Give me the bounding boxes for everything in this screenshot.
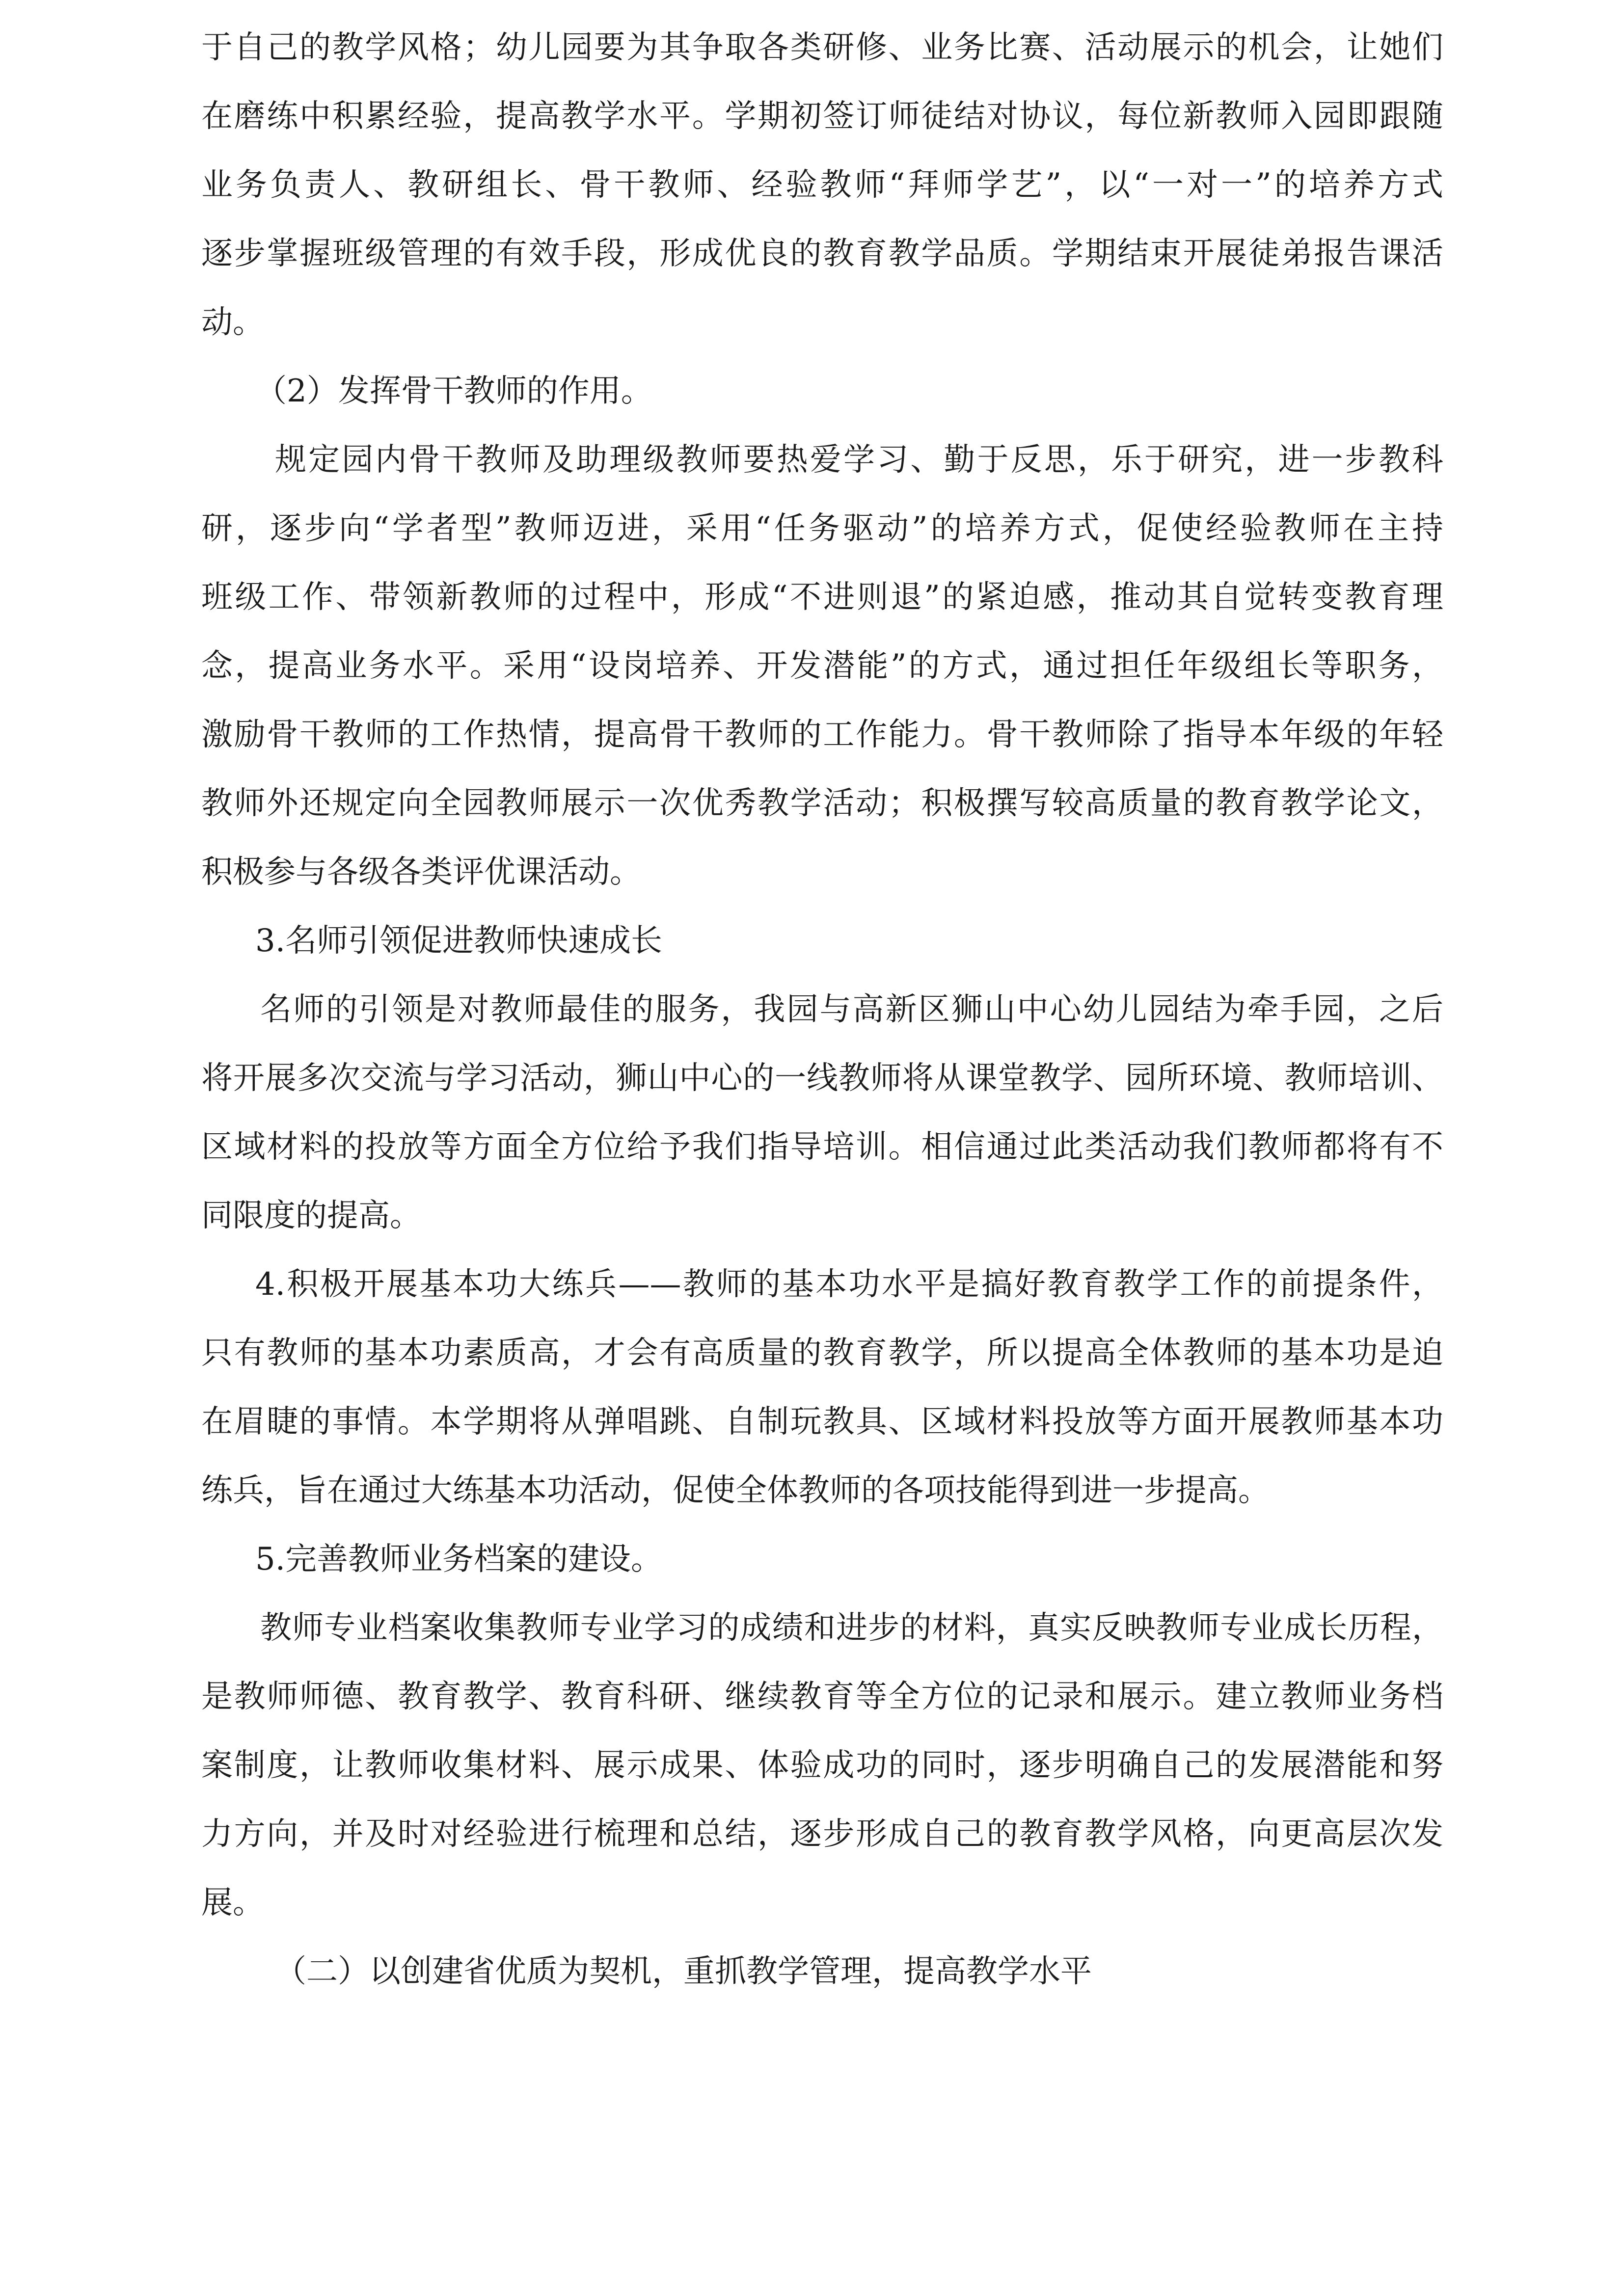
paragraph-line: 练兵，旨在通过大练基本功活动，促使全体教师的各项技能得到进一步提高。 [201,1472,1270,1509]
paragraph-line: 教师专业档案收集教师专业学习的成绩和进步的材料，真实反映教师专业成长历程， [260,1610,1443,1646]
paragraph-line: 研，逐步向“学者型”教师迈进，采用“任务驱动”的培养方式，促使经验教师在主持 [201,510,1443,547]
paragraph-line: 是教师师德、教育教学、教育科研、继续教育等全方位的记录和展示。建立教师业务档 [201,1679,1443,1715]
paragraph-line: 教师外还规定向全园教师展示一次优秀教学活动；积极撰写较高质量的教育教学论文， [201,785,1443,822]
paragraph-line: 班级工作、带领新教师的过程中，形成“不进则退”的紧迫感，推动其自觉转变教育理 [201,579,1443,615]
paragraph-line: 同限度的提高。 [201,1198,421,1234]
paragraph-line: 于自己的教学风格；幼儿园要为其争取各类研修、业务比赛、活动展示的机会，让她们 [201,29,1443,66]
paragraph-line: 念，提高业务水平。采用“设岗培养、开发潜能”的方式，通过担任年级组长等职务， [201,648,1443,684]
paragraph-line: 展。 [201,1885,264,1921]
paragraph-line: 激励骨干教师的工作热情，提高骨干教师的工作能力。骨干教师除了指导本年级的年轻 [201,717,1443,753]
paragraph-line: 积极参与各级各类评优课活动。 [201,854,641,890]
paragraph-line: 案制度，让教师收集材料、展示成果、体验成功的同时，逐步明确自己的发展潜能和努 [201,1747,1443,1784]
paragraph-line: 规定园内骨干教师及助理级教师要热爱学习、勤于反思，乐于研究，进一步教科 [275,442,1443,478]
paragraph-line: 4.积极开展基本功大练兵——教师的基本功水平是搞好教育教学工作的前提条件， [255,1266,1443,1303]
section-heading: （2）发挥骨干教师的作用。 [255,373,652,409]
paragraph-line: 力方向，并及时对经验进行梳理和总结，逐步形成自己的教育教学风格，向更高层次发 [201,1816,1443,1852]
paragraph-line: 只有教师的基本功素质高，才会有高质量的教育教学，所以提高全体教师的基本功是迫 [201,1335,1443,1371]
paragraph-line: 在磨练中积累经验，提高教学水平。学期初签订师徒结对协议，每位新教师入园即跟随 [201,98,1443,134]
section-heading: 5.完善教师业务档案的建设。 [255,1541,663,1577]
paragraph-line: 将开展多次交流与学习活动，狮山中心的一线教师将从课堂教学、园所环境、教师培训、 [201,1060,1443,1096]
paragraph-line: 动。 [201,304,264,341]
paragraph-line: 名师的引领是对教师最佳的服务，我园与高新区狮山中心幼儿园结为牵手园，之后 [260,991,1443,1028]
paragraph-line: 逐步掌握班级管理的有效手段，形成优良的教育教学品质。学期结束开展徒弟报告课活 [201,236,1443,272]
section-heading: （二）以创建省优质为契机，重抓教学管理，提高教学水平 [275,1953,1092,1990]
paragraph-line: 在眉睫的事情。本学期将从弹唱跳、自制玩教具、区域材料投放等方面开展教师基本功 [201,1404,1443,1440]
section-heading: 3.名师引领促进教师快速成长 [255,923,663,959]
paragraph-line: 区域材料的投放等方面全方位给予我们指导培训。相信通过此类活动我们教师都将有不 [201,1129,1443,1165]
paragraph-line: 业务负责人、教研组长、骨干教师、经验教师“拜师学艺”，以“一对一”的培养方式 [201,167,1443,203]
